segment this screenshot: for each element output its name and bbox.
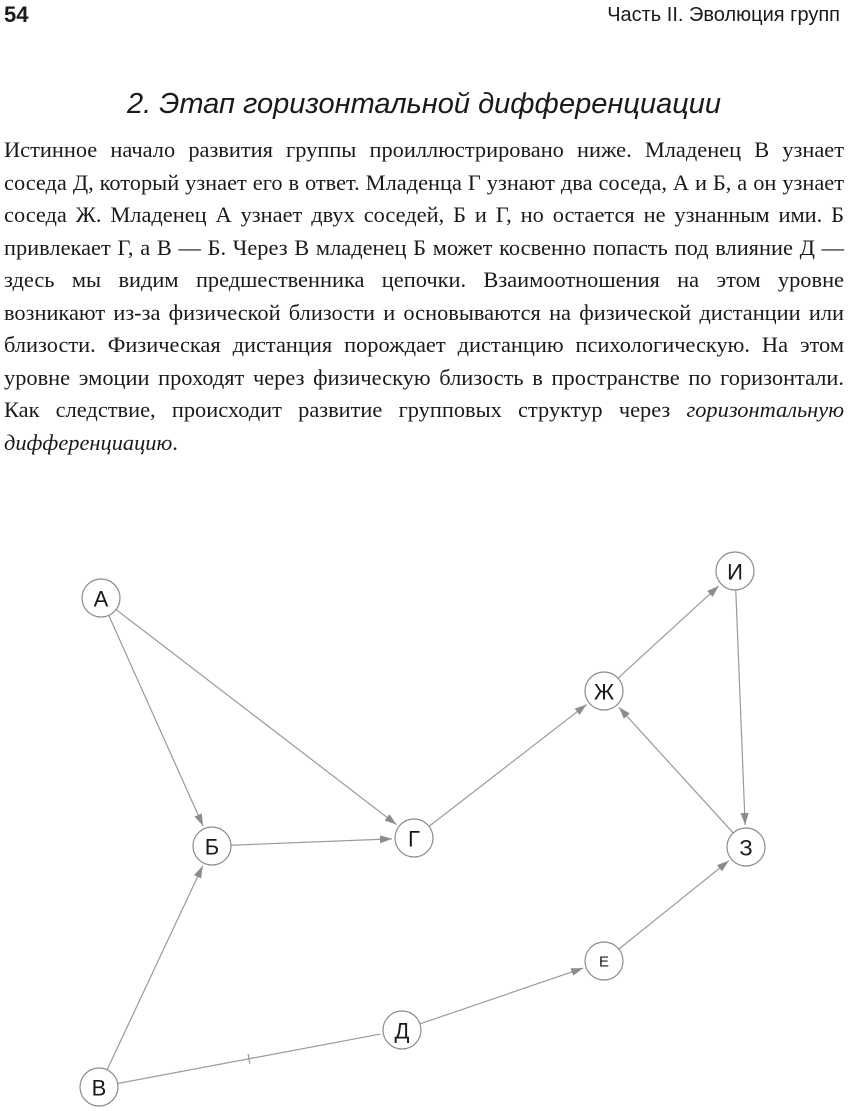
edge-v-b <box>107 866 203 1070</box>
node-d <box>383 1011 421 1049</box>
node-b <box>193 827 231 865</box>
edge-a-b <box>109 615 203 826</box>
node-g <box>395 819 433 857</box>
edge-z-zh <box>619 707 733 833</box>
node-e <box>585 942 623 980</box>
node-label: А <box>93 586 109 612</box>
node-label: И <box>727 559 743 585</box>
node-label: Д <box>394 1018 410 1044</box>
node-a <box>82 579 120 617</box>
edge-g-zh <box>429 704 587 826</box>
node-v <box>80 1068 118 1106</box>
edge-b-g <box>231 839 392 845</box>
node-label: Е <box>598 953 610 971</box>
edge-a-g <box>116 610 396 825</box>
paragraph-text: Истинное начало развития группы проиллюстрировано ниже. Младенец В узнает соседа Д, который узнает его в ответ. Младенца Г узнают два соседа, А и Б, а он узнает соседа Ж. Младенец А узнает двух соседей, Б и Г, но остается не узнанным ими. Б привлекает Г, а В — Б. Через В младенец Б может косвенно попасть под влияние Д — здесь мы видим предшественника цепочки. Взаимоотношения на этом уровне возникают из-за физической близости и основываются на физической дистанции или близости. Физическая дистанция порождает дистанцию психологическую. На этом уровне эмоции проходят через физическую близость в пространстве по горизонтали. Как следствие, происходит развитие групповых структур через <box>4 137 844 422</box>
edge-zh-i <box>618 586 719 678</box>
node-label: Ж <box>593 679 615 705</box>
node-i <box>716 552 754 590</box>
running-head: Часть II. Эволюция групп <box>607 4 840 26</box>
page-number: 54 <box>4 2 29 27</box>
node-label: В <box>91 1075 107 1101</box>
sociogram-diagram <box>0 540 848 1111</box>
paragraph-end: . <box>172 429 178 455</box>
paragraph-emphasis: горизонтальную дифференциацию <box>4 397 844 455</box>
edge-i-z <box>736 590 745 825</box>
body-paragraph <box>4 134 844 459</box>
edge-e-z <box>619 861 729 949</box>
node-label: Г <box>408 826 420 852</box>
node-zh <box>585 672 623 710</box>
node-z <box>727 828 765 866</box>
node-label: З <box>739 835 753 861</box>
node-label: Б <box>204 834 220 860</box>
section-title: 2. Этап горизонтальной дифференциации <box>126 88 722 120</box>
edge-d-e <box>420 968 583 1024</box>
